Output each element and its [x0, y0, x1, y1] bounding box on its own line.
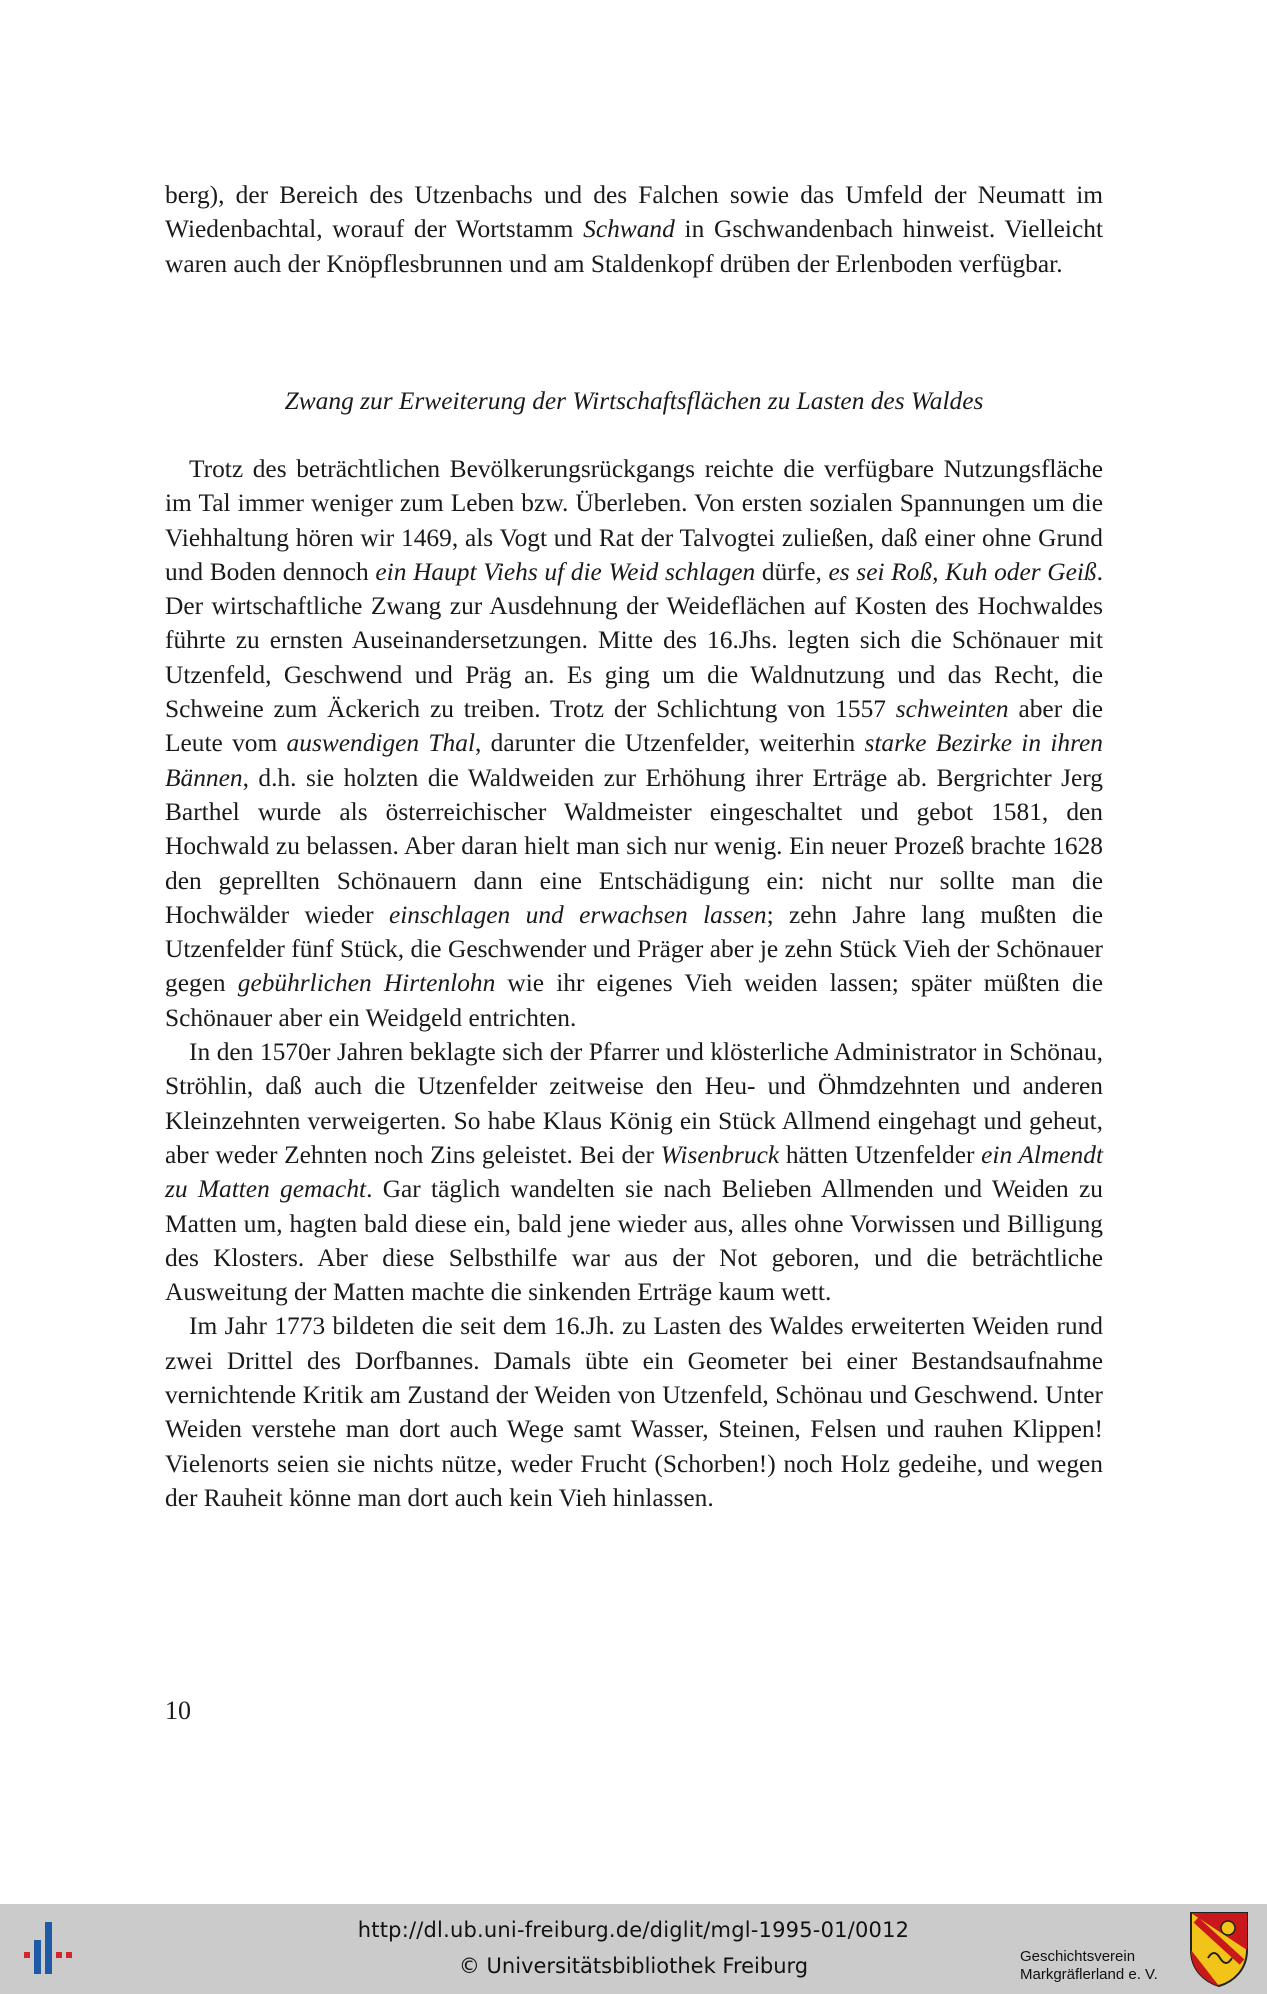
paragraph	[165, 1035, 1103, 1309]
italic-phrase: auswendigen Thal	[286, 729, 475, 758]
italic-phrase: es sei Roß, Kuh oder Geiß	[828, 557, 1097, 586]
society-name	[1020, 1948, 1158, 1984]
viewer-footer	[0, 1904, 1267, 1994]
paragraph	[165, 1309, 1103, 1515]
body-text	[165, 452, 1103, 1515]
italic-phrase: Wisenbruck	[660, 1140, 780, 1169]
text-run: aber die Leute vom	[165, 695, 1103, 758]
paragraph	[165, 452, 1103, 1035]
italic-phrase: ein Haupt Viehs uf die Weid schlagen	[375, 557, 756, 586]
italic-phrase: starke Bezirke in ihren Bännen	[165, 729, 1103, 792]
copyright-notice: © Universitätsbibliothek Freiburg	[458, 1954, 809, 1978]
text-run: berg), der Bereich des Utzenbachs und des Falchen sowie das Umfeld der Neumatt im Wiedenbachtal, worauf der Wortstamm	[165, 181, 1103, 244]
text-run: , d.h. sie holzten die Waldweiden zur Erhöhung ihrer Erträge ab. Bergrichter Jerg Barthel wurde als österreichischer Waldmeister eingeschaltet und gebot 1581, den Hochwald zu belassen. Aber daran hielt man sich nur wenig. Ein neuer Prozeß brachte 1628 den geprellten Schönauern dann eine Entschädigung ein: nicht nur sollte man die Hochwälder wieder	[165, 763, 1103, 929]
page-number: 10	[165, 1696, 191, 1725]
document-url[interactable]: http://dl.ub.uni-freiburg.de/diglit/mgl-1995-01/0012	[357, 1918, 910, 1942]
text-run: . Gar täglich wandelten sie nach Belieben Allmenden und Weiden zu Matten um, hagten bald diese ein, bald jene wieder aus, alles ohne Vorwissen und Billigung des Klosters. Aber diese Selbsthilfe war aus der Not geboren, und die beträchtliche Ausweitung der Matten machte die sinkenden Erträge kaum wett.	[165, 1175, 1103, 1307]
italic-phrase: schweinten	[895, 695, 1009, 724]
paragraph	[165, 178, 1103, 281]
italic-phrase: Schwand	[583, 215, 675, 244]
italic-phrase: einschlagen und erwachsen lassen	[388, 900, 767, 929]
text-run: , darunter die Utzenfelder, weiterhin	[475, 729, 865, 758]
society-name-line: Markgräflerland e. V.	[1020, 1966, 1158, 1983]
text-run: in Gschwandenbach hinweist. Vielleicht waren auch der Knöpflesbrunnen und am Staldenkopf drüben der Erlenboden verfügbar.	[165, 215, 1104, 278]
text-run: wie ihr eigenes Vieh weiden lassen; später müßten die Schönauer aber ein Weidgeld entrichten.	[165, 969, 1103, 1032]
text-run: ; zehn Jahre lang mußten die Utzenfelder fünf Stück, die Geschwender und Präger aber je zehn Stück Vieh der Schönauer gegen	[165, 900, 1103, 998]
section-heading: Zwang zur Erweiterung der Wirtschaftsflächen zu Lasten des Waldes	[284, 387, 984, 415]
text-run: In den 1570er Jahren beklagte sich der Pfarrer und klösterliche Administrator in Schönau, Ströhlin, daß auch die Utzenfelder zeitweise den Heu- und Öhmdzehnten und anderen Kleinzehnten verweigerten. So habe Klaus König ein Stück Allmend eingehagt und geheut, aber weder Zehnten noch Zins geleistet. Bei der	[165, 1038, 1103, 1169]
italic-phrase: gebührlichen Hirtenlohn	[237, 969, 496, 998]
intro-paragraph	[165, 178, 1103, 281]
text-run: Im Jahr 1773 bildeten die seit dem 16.Jh. zu Lasten des Waldes erweiterten Weiden rund zwei Drittel des Dorfbannes. Damals übte ein Geometer bei einer Bestandsaufnahme vernichtende Kritik am Zustand der Weiden von Utzenfeld, Schönau und Geschwend. Unter Weiden verstehe man dort auch Wege samt Wasser, Steinen, Felsen und rauhen Klippen! Vielenorts seien sie nichts nütze, weder Frucht (Schorben!) noch Holz gedeihe, und wegen der Rauheit könne man dort auch kein Vieh hinlassen.	[165, 1312, 1103, 1512]
society-name-line: Geschichtsverein	[1020, 1948, 1136, 1965]
italic-phrase: ein Almendt zu Matten gemacht	[165, 1140, 1104, 1204]
text-run: hätten Utzenfelder	[779, 1140, 982, 1169]
coat-of-arms-icon[interactable]	[1188, 1910, 1250, 1988]
text-run: dürfe,	[755, 557, 829, 586]
text-run: . Der wirtschaftliche Zwang zur Ausdehnung der Weideflächen auf Kosten des Hochwaldes führte zu ernsten Auseinandersetzungen. Mitte des 16.Jhs. legten sich die Schönauer mit Utzenfeld, Geschwend und Präg an. Es ging um die Waldnutzung und das Recht, die Schweine zum Äckerich zu treiben. Trotz der Schlichtung von 1557	[165, 557, 1103, 724]
text-run: Trotz des beträchtlichen Bevölkerungsrückgangs reichte die verfügbare Nutzungsfläche im Tal immer weniger zum Leben bzw. Überleben. Von ersten sozialen Spannungen um die Viehhaltung hören wir 1469, als Vogt und Rat der Talvogtei zuließen, daß einer ohne Grund und Boden dennoch	[165, 455, 1103, 586]
